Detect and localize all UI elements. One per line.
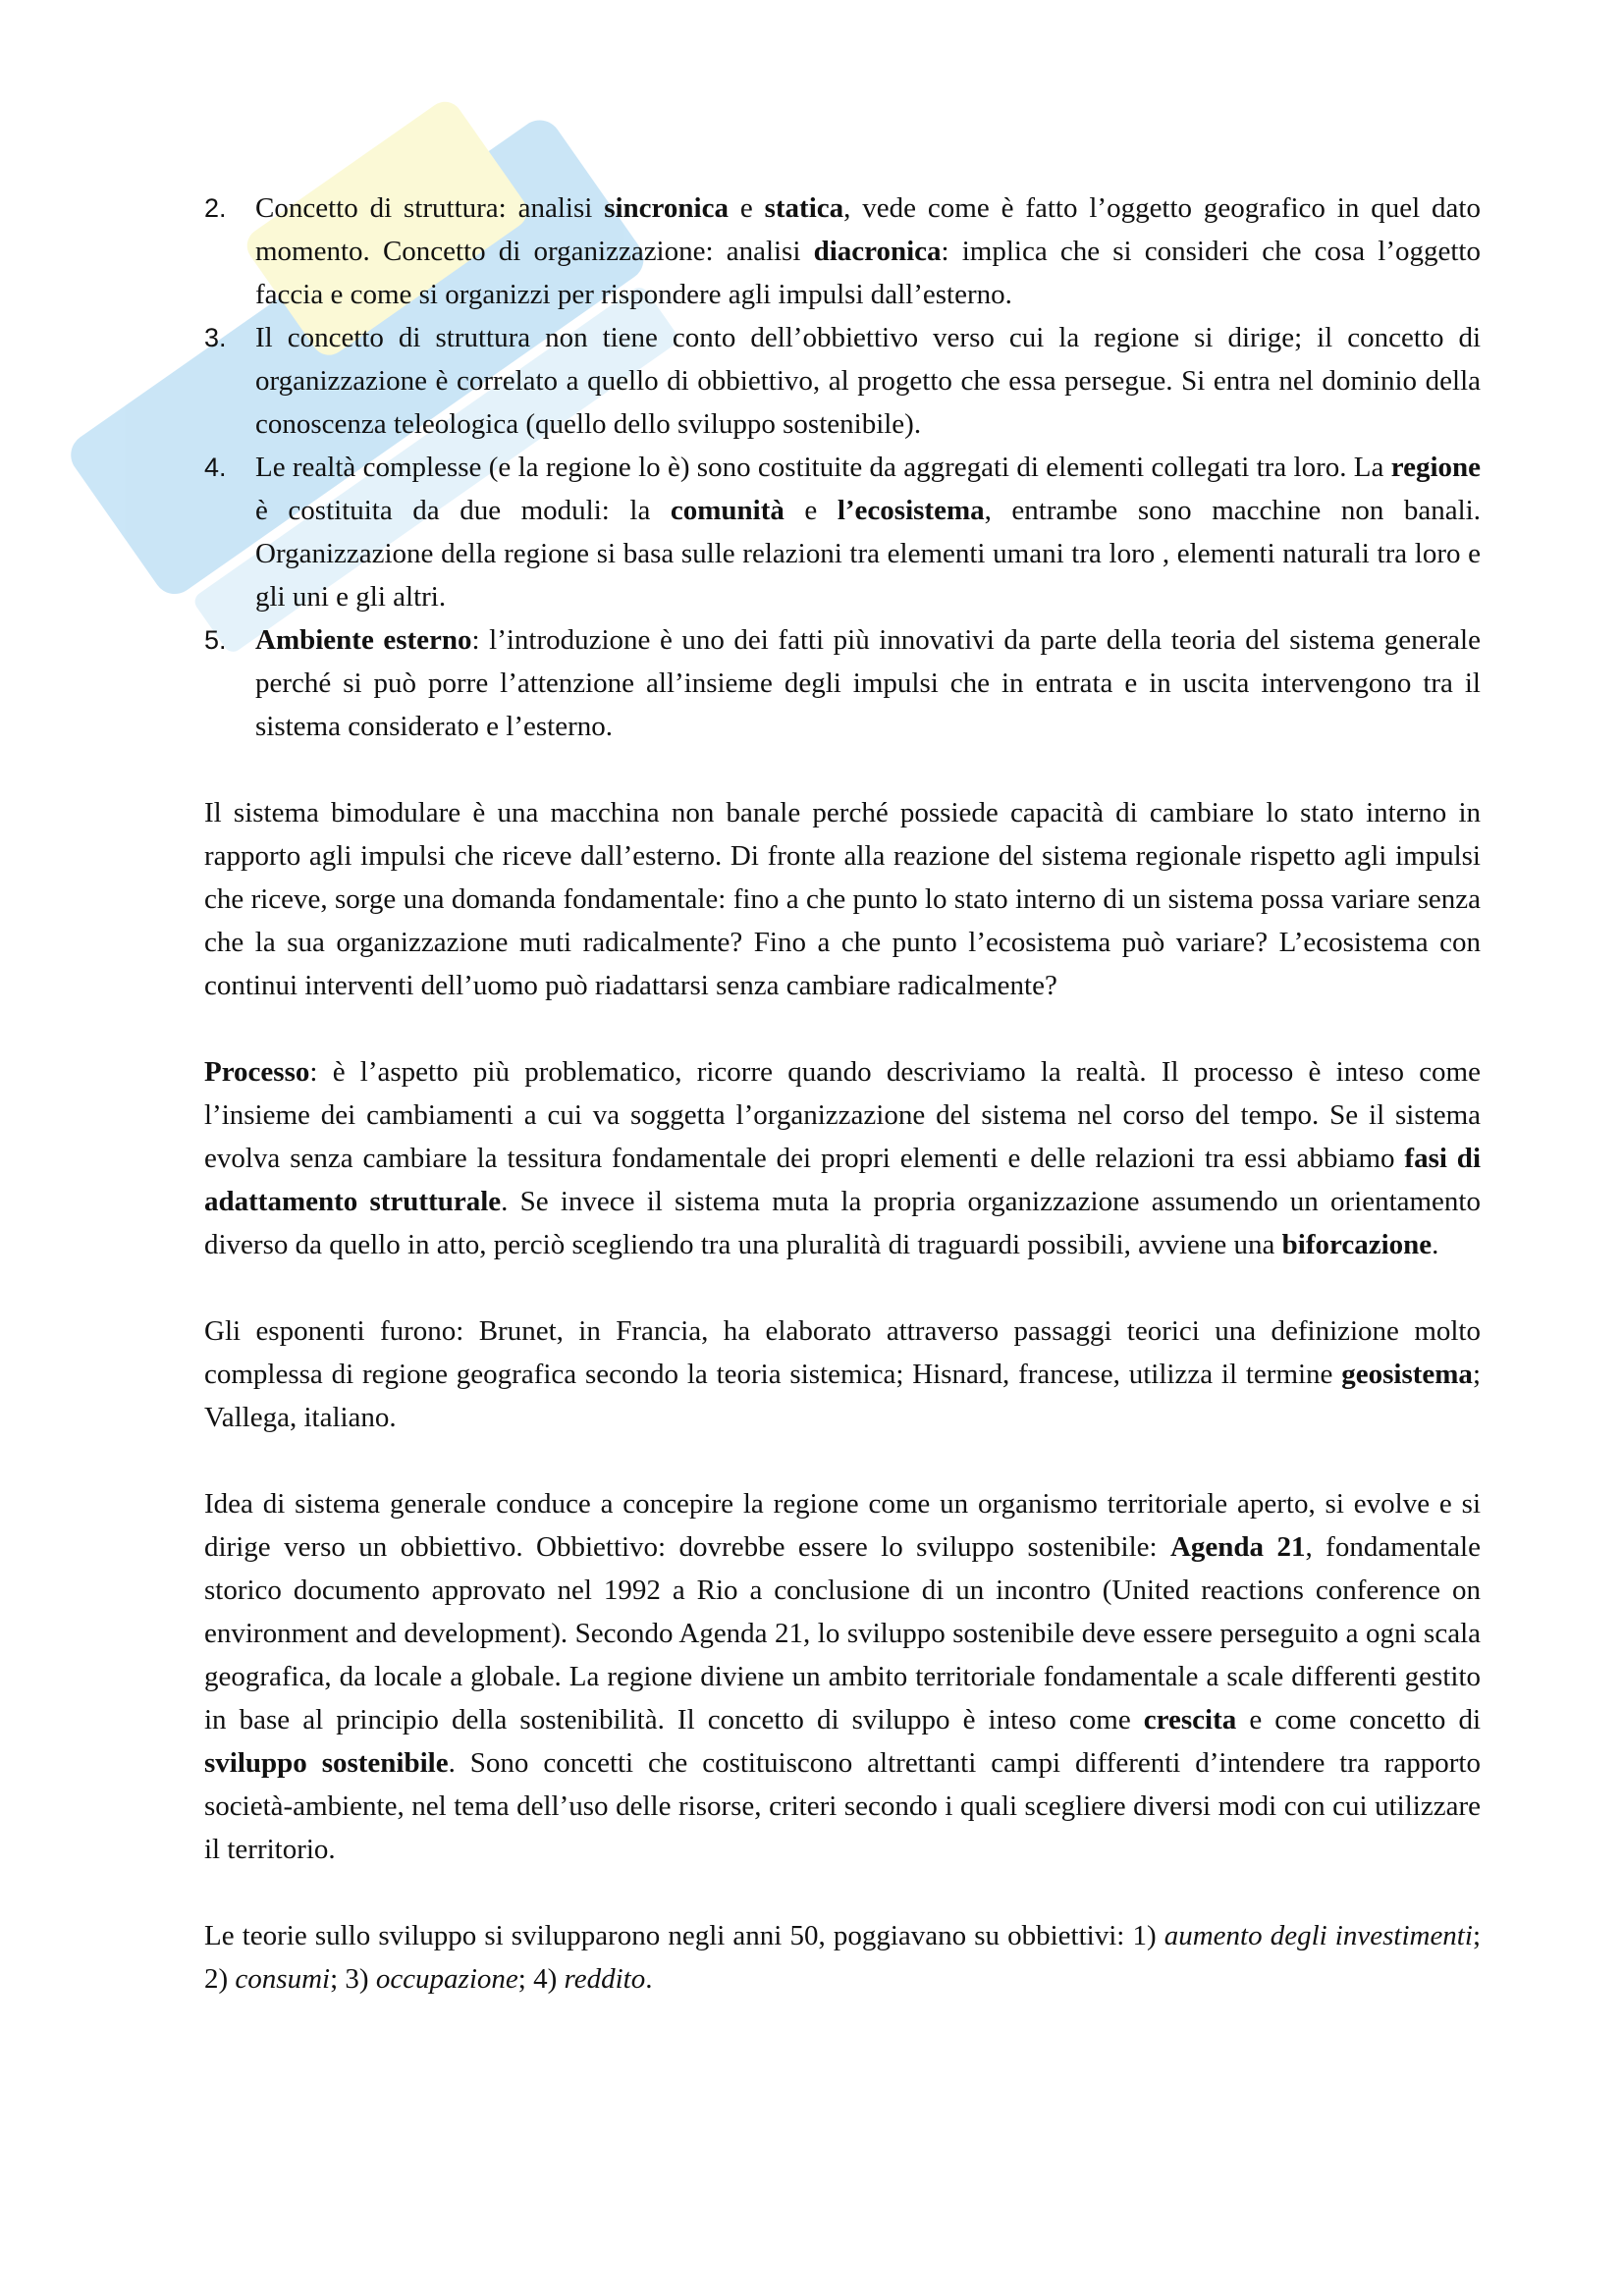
list-item-2: 2. Concetto di struttura: analisi sincronica e statica, vede come è fatto l’oggetto geografico in quel dato momento. Concetto di organizzazione: analisi diacronica: implica che si consideri che cosa l’oggetto faccia e come si organizzi per rispondere agli impulsi dall’esterno.: [204, 187, 1481, 316]
bold-term: sviluppo sostenibile: [204, 1747, 449, 1779]
bold-term: sincronica: [604, 192, 729, 224]
bold-term: regione: [1390, 452, 1481, 483]
bold-term: statica: [764, 192, 844, 224]
numbered-list: [204, 187, 1481, 748]
italic-term: occupazione: [375, 1963, 518, 1995]
italic-term: reddito: [564, 1963, 646, 1995]
paragraph-bimodulare: Il sistema bimodulare è una macchina non banale perché possiede capacità di cambiare lo stato interno in rapporto agli impulsi che riceve dall’esterno. Di fronte alla reazione del sistema regionale rispetto agli impulsi che riceve, sorge una domanda fondamentale: fino a che punto lo stato interno di un sistema possa variare senza che la sua organizzazione muti radicalmente? Fino a che punto l’ecosistema può variare? L’ecosistema con continui interventi dell’uomo può riadattarsi senza cambiare radicalmente?: [204, 797, 1481, 1001]
italic-term: aumento degli investimenti: [1163, 1920, 1473, 1951]
paragraph-esponenti: Gli esponenti furono: Brunet, in Francia, ha elaborato attraverso passaggi teorici una definizione molto complessa di regione geografica secondo la teoria sistemica; Hisnard, francese, utilizza il termine geosistema; Vallega, italiano.: [204, 1315, 1481, 1433]
document-page: [204, 187, 1481, 2001]
bold-term: comunità: [670, 495, 784, 526]
paragraph-teorie: Le teorie sullo sviluppo si svilupparono negli anni 50, poggiavano su obbiettivi: 1) aumento degli investimenti; 2) consumi; 3) occupazione; 4) reddito.: [204, 1920, 1481, 1995]
paragraph-processo: Processo: è l’aspetto più problematico, ricorre quando descriviamo la realtà. Il processo è inteso come l’insieme dei cambiamenti a cui va soggetta l’organizzazione del sistema nel corso del tempo. Se il sistema evolva senza cambiare la tessitura fondamentale dei propri elementi e delle relazioni tra essi abbiamo fasi di adattamento strutturale. Se invece il sistema muta la propria organizzazione assumendo un orientamento diverso da quello in atto, perciò scegliendo tra una pluralità di traguardi possibili, avviene una biforcazione.: [204, 1056, 1481, 1260]
bold-term: fasi di adattamento strutturale: [204, 1143, 1481, 1217]
bold-term: biforcazione: [1281, 1229, 1433, 1260]
bold-term: l’ecosistema: [837, 495, 985, 526]
bold-term: crescita: [1143, 1704, 1237, 1735]
list-item-3: 3. Il concetto di struttura non tiene conto dell’obbiettivo verso cui la regione si dirige; il concetto di organizzazione è correlato a quello di obbiettivo, al progetto che essa persegue. Si entra nel dominio della conoscenza teleologica (quello dello sviluppo sostenibile).: [204, 316, 1481, 446]
bold-term: Processo: [204, 1056, 310, 1088]
bold-term: geosistema: [1341, 1359, 1473, 1390]
bold-term: Ambiente esterno: [255, 624, 472, 656]
list-number: 5.: [204, 625, 227, 655]
list-item-4: 4. Le realtà complesse (e la regione lo è) sono costituite da aggregati di elementi collegati tra loro. La regione è costituita da due moduli: la comunità e l’ecosistema, entrambe sono macchine non banali. Organizzazione della regione si basa sulle relazioni tra elementi umani tra loro , elementi naturali tra loro e gli uni e gli altri.: [204, 446, 1481, 618]
list-number: 2.: [204, 193, 227, 223]
bold-term: Agenda 21: [1169, 1531, 1306, 1563]
paragraph-idea: Idea di sistema generale conduce a concepire la regione come un organismo territoriale aperto, si evolve e si dirige verso un obbiettivo. Obbiettivo: dovrebbe essere lo sviluppo sostenibile: Agenda 21, fondamentale storico documento approvato nel 1992 a Rio a conclusione di un incontro (United reactions conference on environment and development). Secondo Agenda 21, lo sviluppo sostenibile deve essere perseguito a ogni scala geografica, da locale a globale. La regione diviene un ambito territoriale fondamentale a scale differenti gestito in base al principio della sostenibilità. Il concetto di sviluppo è inteso come crescita e come concetto di sviluppo sostenibile. Sono concetti che costituiscono altrettanti campi differenti d’intendere tra rapporto società-ambiente, nel tema dell’uso delle risorse, criteri secondo i quali scegliere diversi modi con cui utilizzare il territorio.: [204, 1488, 1481, 1865]
list-number: 3.: [204, 323, 227, 352]
bold-term: diacronica: [813, 236, 942, 267]
list-item-5: 5. Ambiente esterno: l’introduzione è uno dei fatti più innovativi da parte della teoria del sistema generale perché si può porre l’attenzione all’insieme degli impulsi che in entrata e in uscita intervengono tra il sistema considerato e l’esterno.: [204, 618, 1481, 748]
list-number: 4.: [204, 453, 227, 482]
italic-term: consumi: [235, 1963, 331, 1995]
